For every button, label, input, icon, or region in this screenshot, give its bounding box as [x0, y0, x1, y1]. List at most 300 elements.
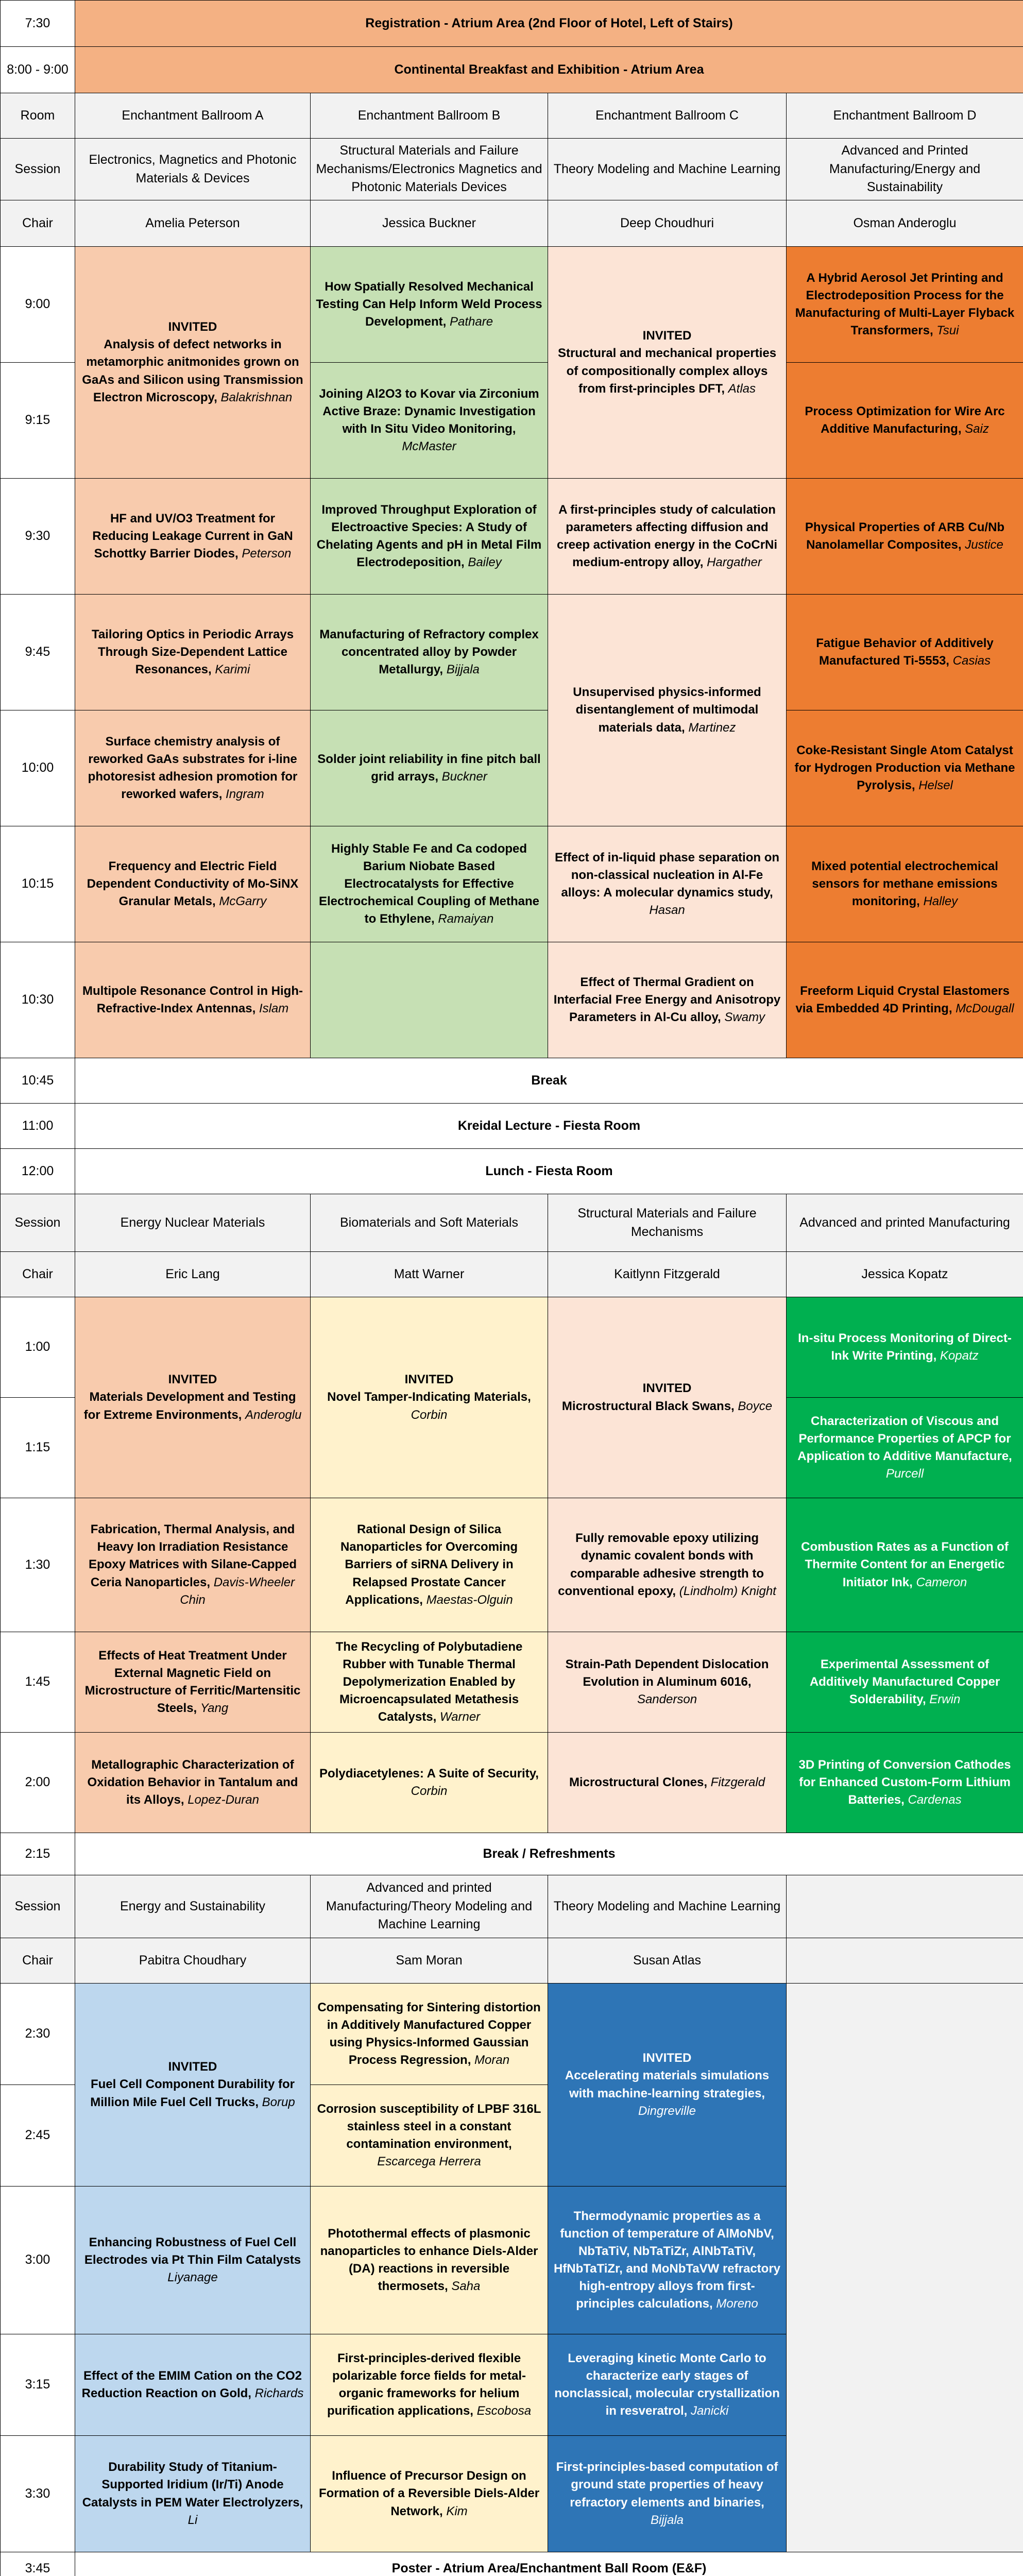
talk-author: Balakrishnan — [220, 390, 293, 404]
time-label: 9:45 — [25, 645, 50, 659]
talk-content — [792, 858, 1018, 910]
header-cell — [787, 1194, 1023, 1252]
talk-title: Coke-Resistant Single Atom Catalyst for Hydrogen Production via Methane Pyrolysis, — [794, 743, 1015, 793]
time-label: 3:00 — [25, 2252, 50, 2267]
talk-content — [80, 1647, 305, 1717]
header-text: Eric Lang — [165, 1266, 220, 1281]
talk-author: Bijjala — [446, 663, 480, 677]
time-label: 7:30 — [25, 15, 50, 30]
time-cell — [1, 1149, 75, 1194]
time-cell — [1, 710, 75, 826]
row-label-text: Chair — [22, 215, 53, 230]
talk-cell — [311, 247, 548, 363]
talk-content — [792, 635, 1018, 670]
banner-cell — [75, 47, 1023, 93]
talk-content — [80, 982, 305, 1018]
time-cell — [1, 1, 75, 47]
talk-author: Bijjala — [650, 2513, 684, 2527]
talk-author: Purcell — [885, 1467, 924, 1481]
talk-cell — [75, 2334, 311, 2436]
talk-author: McMaster — [402, 439, 456, 454]
time-cell — [1, 2552, 75, 2576]
talk-cell — [75, 1984, 311, 2187]
talk-author: Erwin — [929, 1692, 961, 1707]
talk-author: Cameron — [916, 1575, 967, 1589]
time-cell — [1, 826, 75, 942]
talk-author: Fitzgerald — [710, 1775, 765, 1789]
invited-label: INVITED — [642, 1381, 692, 1396]
talk-cell — [311, 595, 548, 710]
banner-text: Registration - Atrium Area (2nd Floor of Hotel, Left of Stairs) — [365, 15, 733, 30]
header-text: Enchantment Ballroom D — [833, 108, 977, 123]
header-cell — [787, 93, 1023, 139]
talk-cell — [311, 363, 548, 479]
banner-cell — [75, 1, 1023, 47]
header-cell — [75, 1194, 311, 1252]
talk-author: (Lindholm) Knight — [679, 1584, 776, 1598]
row-label-text: Session — [14, 1899, 61, 1913]
time-label: 9:00 — [25, 297, 50, 312]
time-cell — [1, 479, 75, 595]
talk-title: Improved Throughput Exploration of Electroactive Species: A Study of Chelating Agents and pH in Metal Film Electrodeposition, — [316, 502, 542, 570]
time-cell — [1, 1833, 75, 1875]
time-label: 2:45 — [25, 2128, 50, 2143]
talk-content — [316, 1521, 542, 1608]
talk-title: Durability Study of Titanium-Supported Iridium (Ir/Ti) Anode Catalysts in PEM Water Electrolyzers, — [82, 2460, 303, 2510]
talk-content — [553, 974, 781, 1026]
talk-content — [553, 2208, 781, 2313]
talk-content — [553, 1656, 781, 1708]
talk-title: HF and UV/O3 Treatment for Reducing Leakage Current in GaN Schottky Barrier Diodes, — [92, 511, 293, 561]
time-label: 9:30 — [25, 529, 50, 544]
time-cell — [1, 2436, 75, 2552]
header-cell — [311, 1194, 548, 1252]
talk-cell — [75, 1733, 311, 1833]
talk-cell — [311, 1632, 548, 1733]
banner-cell — [75, 1104, 1023, 1149]
banner-cell — [75, 1149, 1023, 1194]
header-text: Amelia Peterson — [145, 215, 240, 230]
time-label: 1:00 — [25, 1340, 50, 1354]
talk-author: Janicki — [691, 2404, 729, 2418]
header-cell — [548, 93, 787, 139]
row-label-text: Session — [14, 1215, 61, 1230]
header-text: Enchantment Ballroom C — [595, 108, 739, 123]
talk-author: Justice — [965, 538, 1003, 552]
talk-cell — [787, 1733, 1023, 1833]
talk-content — [553, 2049, 781, 2120]
talk-title: Characterization of Viscous and Performance Properties of APCP for Application to Additive Manufacture, — [797, 1414, 1012, 1463]
talk-title: Manufacturing of Refractory complex concentrated alloy by Powder Metallurgy, — [319, 627, 539, 677]
row-label-text: Chair — [22, 1953, 53, 1968]
talk-title: Rational Design of Silica Nanoparticles for Overcoming Barriers of siRNA Delivery in Relapsed Prostate Cancer Applications, — [340, 1522, 518, 1607]
talk-author: Corbin — [411, 1784, 448, 1798]
talk-cell — [75, 942, 311, 1058]
talk-title: Surface chemistry analysis of reworked GaAs substrates for i-line photoresist adhesion promotion for reworked wafers, — [88, 734, 298, 802]
talk-cell — [311, 2436, 548, 2552]
talk-title: Structural and mechanical properties of compositionally complex alloys from first-principles DFT, — [557, 346, 777, 396]
talk-content — [792, 1538, 1018, 1591]
talk-cell — [75, 2436, 311, 2552]
talk-author: Sanderson — [637, 1692, 697, 1707]
header-cell — [311, 1938, 548, 1984]
talk-cell — [548, 942, 787, 1058]
header-cell — [548, 139, 787, 200]
talk-cell — [787, 942, 1023, 1058]
talk-cell — [75, 479, 311, 595]
talk-author: Yang — [200, 1701, 229, 1716]
talk-cell — [311, 1498, 548, 1632]
talk-content — [316, 2467, 542, 2520]
header-text: Jessica Kopatz — [861, 1266, 948, 1281]
talk-title: First-principles-derived flexible polarizable force fields for metal-organic frameworks for helium purification applications, — [327, 2351, 526, 2418]
talk-author: Anderoglu — [245, 1408, 302, 1422]
invited-label: INVITED — [404, 1372, 454, 1387]
talk-content — [316, 1999, 542, 2069]
talk-author: McGarry — [219, 894, 267, 909]
header-cell — [311, 93, 548, 139]
talk-cell — [311, 2085, 548, 2187]
talk-author: Kim — [446, 2504, 468, 2518]
talk-title: A first-principles study of calculation parameters affecting diffusion and creep activation energy in the CoCrNi medium-entropy alloy, — [556, 502, 778, 570]
header-cell — [311, 139, 548, 200]
header-cell — [548, 1194, 787, 1252]
header-cell — [548, 1875, 787, 1938]
talk-cell — [787, 247, 1023, 363]
talk-cell — [548, 1984, 787, 2187]
talk-author: Tsui — [936, 324, 959, 338]
talk-content — [553, 2459, 781, 2529]
row-label — [1, 139, 75, 200]
talk-title: First-principles-based computation of ground state properties of heavy refractory elements and binaries, — [556, 2460, 778, 2510]
talk-content — [792, 742, 1018, 794]
talk-author: Karimi — [215, 663, 250, 677]
talk-title: Multipole Resonance Control in High-Refractive-Index Antennas, — [82, 984, 303, 1015]
talk-content — [792, 1330, 1018, 1365]
time-label: 1:45 — [25, 1674, 50, 1689]
talk-title: Unsupervised physics-informed disentanglement of multimodal materials data, — [573, 685, 761, 735]
talk-author: Maestas-Olguin — [426, 1592, 513, 1607]
talk-cell — [311, 1733, 548, 1833]
talk-title: In-situ Process Monitoring of Direct-Ink Write Printing, — [798, 1331, 1012, 1363]
talk-author: Escarcega Herrera — [377, 2155, 481, 2169]
header-text: Structural Materials and Failure Mechanisms/Electronics Magnetics and Photonic Materials Devices — [316, 143, 542, 195]
talk-author: Moran — [474, 2053, 510, 2067]
banner-text: Lunch - Fiesta Room — [485, 1163, 613, 1178]
talk-content — [316, 840, 542, 928]
talk-cell — [548, 1632, 787, 1733]
talk-cell — [75, 1632, 311, 1733]
talk-title: Accelerating materials simulations with machine-learning strategies, — [565, 2069, 770, 2100]
time-cell — [1, 1297, 75, 1398]
row-label — [1, 1252, 75, 1297]
talk-cell — [548, 826, 787, 942]
talk-cell — [311, 2187, 548, 2334]
talk-author: Saha — [451, 2279, 481, 2294]
talk-content — [80, 2058, 305, 2111]
talk-cell — [787, 363, 1023, 479]
header-text: Sam Moran — [396, 1953, 463, 1968]
header-cell — [787, 1252, 1023, 1297]
time-label: 10:00 — [21, 760, 54, 775]
invited-label: INVITED — [168, 1372, 217, 1387]
talk-author: Swamy — [724, 1010, 765, 1025]
talk-title: Analysis of defect networks in metamorphic anitmonides grown on GaAs and Silicon using Transmission Electron Microscopy, — [82, 337, 303, 404]
talk-title: Microstructural Clones, — [569, 1775, 707, 1789]
talk-content — [569, 1774, 765, 1791]
time-label: 1:15 — [25, 1440, 50, 1455]
time-cell — [1, 1498, 75, 1632]
talk-author: Atlas — [728, 381, 756, 396]
talk-content — [80, 1521, 305, 1608]
invited-label: INVITED — [642, 329, 692, 343]
header-text: Theory Modeling and Machine Learning — [553, 161, 781, 176]
talk-cell — [311, 710, 548, 826]
talk-author: Davis-Wheeler Chin — [180, 1575, 295, 1607]
time-cell — [1, 595, 75, 710]
talk-title: Mixed potential electrochemical sensors for methane emissions monitoring, — [811, 859, 998, 909]
talk-cell — [75, 1297, 311, 1498]
banner-cell — [75, 1833, 1023, 1875]
talk-title: Compensating for Sintering distortion in Additively Manufactured Copper using Physics-Informed Gaussian Process Regression, — [317, 2000, 541, 2067]
talk-title: Effect of the EMIM Cation on the CO2 Reduction Reaction on Gold, — [81, 2368, 302, 2400]
talk-content — [316, 2225, 542, 2295]
talk-author: Hasan — [649, 903, 685, 918]
header-cell — [787, 139, 1023, 200]
talk-author: Pathare — [449, 315, 493, 329]
talk-cell — [787, 1398, 1023, 1498]
banner-text: Break / Refreshments — [483, 1846, 616, 1861]
talk-author: Kopatz — [940, 1349, 979, 1363]
talk-author: Moreno — [716, 2297, 758, 2311]
time-cell — [1, 2187, 75, 2334]
talk-title: Fully removable epoxy utilizing dynamic covalent bonds with comparable adhesive strength to conventional epoxy, — [558, 1531, 764, 1598]
talk-title: Novel Tamper-Indicating Materials, — [327, 1390, 531, 1404]
talk-cell — [787, 1984, 1023, 2552]
talk-title: Fuel Cell Component Durability for Million Mile Fuel Cell Trucks, — [90, 2077, 295, 2109]
talk-author: Lopez-Duran — [187, 1793, 259, 1807]
talk-content — [80, 733, 305, 803]
header-text: Jessica Buckner — [382, 215, 476, 230]
talk-content — [553, 849, 781, 919]
time-cell — [1, 2334, 75, 2436]
time-label: 3:15 — [25, 2377, 50, 2392]
invited-label: INVITED — [168, 2060, 217, 2074]
talk-cell — [548, 1297, 787, 1498]
time-cell — [1, 942, 75, 1058]
talk-content — [80, 318, 305, 406]
invited-label: INVITED — [642, 2051, 692, 2065]
time-cell — [1, 2085, 75, 2187]
talk-content — [316, 751, 542, 786]
time-label: 3:30 — [25, 2486, 50, 2501]
header-cell — [75, 1252, 311, 1297]
header-cell — [311, 200, 548, 247]
talk-content — [80, 2234, 305, 2286]
header-text: Advanced and printed Manufacturing — [799, 1215, 1010, 1230]
talk-title: Joining Al2O3 to Kovar via Zirconium Active Braze: Dynamic Investigation with In Situ Video Monitoring, — [319, 386, 539, 436]
banner-text: Break — [531, 1073, 567, 1088]
time-cell — [1, 247, 75, 363]
time-label: 2:15 — [25, 1846, 50, 1861]
talk-content — [792, 269, 1018, 340]
talk-title: Frequency and Electric Field Dependent Conductivity of Mo-SiNX Granular Metals, — [87, 859, 299, 909]
talk-author: Boyce — [738, 1399, 773, 1413]
talk-title: Freeform Liquid Crystal Elastomers via Embedded 4D Printing, — [795, 984, 1010, 1015]
talk-cell — [311, 942, 548, 1058]
header-text: Biomaterials and Soft Materials — [340, 1215, 518, 1230]
time-label: 1:30 — [25, 1557, 50, 1572]
time-label: 10:30 — [21, 992, 54, 1007]
talk-cell — [787, 1498, 1023, 1632]
talk-cell — [787, 1632, 1023, 1733]
talk-content — [316, 2350, 542, 2420]
talk-title: Process Optimization for Wire Arc Additive Manufacturing, — [805, 404, 1005, 436]
talk-author: Liyanage — [167, 2270, 218, 2285]
talk-title: Effects of Heat Treatment Under External Magnetic Field on Microstructure of Ferritic/Martensitic Steels, — [84, 1648, 301, 1716]
talk-content — [553, 501, 781, 571]
header-cell — [75, 1875, 311, 1938]
talk-author: Martinez — [688, 720, 736, 735]
header-cell — [75, 139, 311, 200]
talk-title: The Recycling of Polybutadiene Rubber with Tunable Thermal Depolymerization Enabled by Microencapsulated Metathesis Catalysts, — [335, 1639, 523, 1724]
talk-cell — [75, 595, 311, 710]
talk-cell — [75, 2187, 311, 2334]
talk-content — [80, 626, 305, 679]
talk-content — [792, 1413, 1018, 1483]
talk-cell — [548, 2334, 787, 2436]
talk-author: Borup — [262, 2095, 295, 2109]
talk-content — [792, 1756, 1018, 1809]
talk-content — [80, 1756, 305, 1809]
talk-title: Physical Properties of ARB Cu/Nb Nanolamellar Composites, — [805, 520, 1005, 552]
talk-cell — [311, 1297, 548, 1498]
time-label: 10:45 — [21, 1073, 54, 1088]
talk-cell — [311, 2334, 548, 2436]
header-cell — [787, 200, 1023, 247]
talk-content — [792, 982, 1018, 1018]
talk-title: Materials Development and Testing for Extreme Environments, — [83, 1390, 296, 1422]
row-label — [1, 1875, 75, 1938]
header-cell — [787, 1875, 1023, 1938]
talk-content — [562, 1380, 772, 1415]
talk-title: Microstructural Black Swans, — [561, 1399, 735, 1413]
header-text: Osman Anderoglu — [853, 215, 957, 230]
time-cell — [1, 1632, 75, 1733]
talk-title: Effect of in-liquid phase separation on non-classical nucleation in Al-Fe alloys: A molecular dynamics study, — [554, 850, 780, 900]
talk-cell — [787, 1297, 1023, 1398]
talk-author: Peterson — [242, 547, 292, 561]
time-label: 2:00 — [25, 1775, 50, 1790]
header-text: Advanced and printed Manufacturing/Theory Modeling and Machine Learning — [326, 1880, 533, 1932]
row-label-text: Session — [14, 161, 61, 176]
row-label-text: Chair — [22, 1266, 53, 1281]
row-label — [1, 1938, 75, 1984]
header-text: Enchantment Ballroom A — [122, 108, 264, 123]
talk-cell — [787, 595, 1023, 710]
talk-title: Metallographic Characterization of Oxidation Behavior in Tantalum and its Alloys, — [87, 1757, 298, 1807]
talk-title: Strain-Path Dependent Dislocation Evolution in Aluminum 6016, — [565, 1657, 769, 1689]
time-cell — [1, 47, 75, 93]
header-text: Kaitlynn Fitzgerald — [614, 1266, 720, 1281]
header-text: Energy and Sustainability — [120, 1899, 266, 1913]
header-cell — [548, 1938, 787, 1984]
invited-label: INVITED — [168, 320, 217, 334]
time-label: 8:00 - 9:00 — [7, 62, 69, 77]
talk-title: Thermodynamic properties as a function of temperature of AlMoNbV, NbTaTiV, NbTaTiZr, AlNbTaTiV, HfNbTaTiZr, and MoNbTaVW refractory high-entropy alloys from first-principles calculations, — [553, 2209, 781, 2311]
talk-content — [792, 519, 1018, 554]
talk-content — [316, 278, 542, 331]
talk-cell — [548, 1498, 787, 1632]
talk-cell — [75, 710, 311, 826]
header-cell — [548, 1252, 787, 1297]
banner-text: Kreidal Lecture - Fiesta Room — [457, 1118, 641, 1133]
talk-content — [316, 1638, 542, 1726]
header-text: Structural Materials and Failure Mechanisms — [577, 1206, 757, 1239]
talk-title: Solder joint reliability in fine pitch ball grid arrays, — [317, 752, 541, 784]
time-cell — [1, 363, 75, 479]
header-cell — [548, 200, 787, 247]
talk-cell — [311, 826, 548, 942]
talk-author: Cardenas — [908, 1793, 962, 1807]
talk-author: Ingram — [226, 787, 264, 802]
talk-author: Ramaiyan — [438, 912, 494, 926]
talk-title: Polydiacetylenes: A Suite of Security, — [319, 1766, 539, 1781]
header-cell — [311, 1252, 548, 1297]
talk-cell — [787, 710, 1023, 826]
time-cell — [1, 1733, 75, 1833]
header-cell — [311, 1875, 548, 1938]
talk-author: Islam — [259, 1002, 289, 1015]
row-label-text: Room — [20, 108, 55, 123]
header-text: Susan Atlas — [633, 1953, 702, 1968]
talk-cell — [548, 1733, 787, 1833]
time-cell — [1, 1398, 75, 1498]
talk-title: Highly Stable Fe and Ca codoped Barium Niobate Based Electrocatalysts for Effective Electrochemical Coupling of Methane to Ethylene, — [318, 841, 540, 926]
talk-content — [316, 385, 542, 455]
talk-cell — [787, 826, 1023, 942]
header-text: Energy Nuclear Materials — [120, 1215, 265, 1230]
header-text: Enchantment Ballroom B — [357, 108, 501, 123]
talk-content — [316, 1371, 542, 1423]
talk-content — [80, 2367, 305, 2402]
talk-author: Casias — [952, 654, 991, 668]
talk-title: Experimental Assessment of Additively Manufactured Copper Solderability, — [809, 1657, 1000, 1707]
header-cell — [75, 200, 311, 247]
talk-cell — [75, 1498, 311, 1632]
banner-text: Continental Breakfast and Exhibition - Atrium Area — [394, 62, 704, 77]
talk-title: Fabrication, Thermal Analysis, and Heavy Ion Irradiation Resistance Epoxy Matrices with Silane-Capped Ceria Nanoparticles, — [88, 1522, 297, 1589]
talk-author: Hargather — [707, 555, 762, 570]
talk-title: Influence of Precursor Design on Formation of a Reversible Diels-Alder Network, — [318, 2469, 540, 2518]
time-label: 9:15 — [25, 413, 50, 428]
talk-title: Combustion Rates as a Function of Thermite Content for an Energetic Initiator Ink, — [801, 1540, 1009, 1589]
talk-author: Bailey — [468, 555, 502, 570]
banner-text: Poster - Atrium Area/Enchantment Ball Room (E&F) — [391, 2561, 707, 2575]
talk-author: Richards — [254, 2386, 304, 2400]
time-label: 3:45 — [25, 2561, 50, 2575]
header-text: Theory Modeling and Machine Learning — [553, 1899, 781, 1913]
time-cell — [1, 1104, 75, 1149]
talk-title: A Hybrid Aerosol Jet Printing and Electrodeposition Process for the Manufacturing of Multi-Layer Flyback Transformers, — [795, 270, 1015, 338]
talk-cell — [75, 247, 311, 479]
talk-cell — [548, 2436, 787, 2552]
header-text: Pabitra Choudhary — [139, 1953, 247, 1968]
talk-author: Li — [187, 2513, 198, 2527]
talk-cell — [311, 1984, 548, 2085]
talk-content — [553, 1530, 781, 1600]
time-cell — [1, 1984, 75, 2085]
